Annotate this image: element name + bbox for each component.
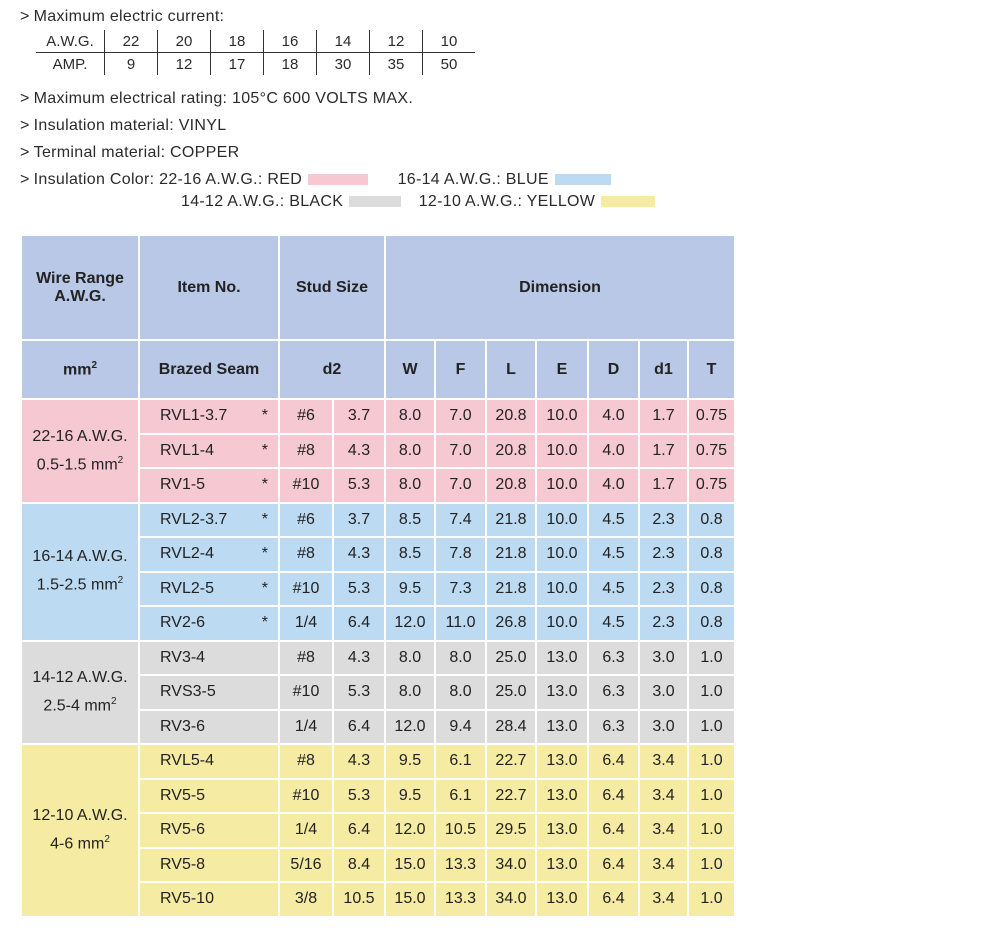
dim-cell-d1: 3.0 xyxy=(640,676,687,709)
dim-cell-w: 8.0 xyxy=(386,469,434,502)
dim-cell-t: 0.8 xyxy=(689,538,734,571)
item-no-cell xyxy=(140,642,278,675)
dim-cell-d1: 1.7 xyxy=(640,435,687,468)
dim-cell-e: 13.0 xyxy=(537,642,587,675)
dim-cell-e: 10.0 xyxy=(537,573,587,606)
dim-cell-f: 9.4 xyxy=(436,711,485,744)
item-no-header: Item No. xyxy=(140,236,278,339)
item-no: RV5-5 xyxy=(160,786,206,804)
d2-header: d2 xyxy=(280,341,384,398)
max-current-line xyxy=(20,8,224,26)
d2-cell: 5.3 xyxy=(334,469,384,502)
item-no-cell xyxy=(140,469,278,502)
mm2-label: mm xyxy=(62,361,92,379)
item-no: RV2-6 xyxy=(160,614,206,632)
amp-value: 17 xyxy=(211,53,264,76)
d2-cell: 8.4 xyxy=(334,849,384,882)
item-no: RV3-4 xyxy=(160,648,206,666)
d2-cell: 6.4 xyxy=(334,814,384,847)
dim-cell-l: 34.0 xyxy=(487,883,535,916)
item-no: RVS3-5 xyxy=(160,683,216,701)
dim-cell-f: 7.8 xyxy=(436,538,485,571)
dim-cell-t: 0.75 xyxy=(689,469,734,502)
stud-size-cell: 3/8 xyxy=(280,883,332,916)
dim-cell-d1: 3.4 xyxy=(640,814,687,847)
dim-cell-d1: 3.0 xyxy=(640,642,687,675)
awg-range: 16-14 A.W.G. xyxy=(32,548,128,566)
awg-value: 20 xyxy=(158,30,211,53)
amp-row xyxy=(36,53,475,76)
dim-cell-d: 4.0 xyxy=(589,435,638,468)
dim-cell-t: 0.8 xyxy=(689,607,734,640)
dim-cell-f: 7.0 xyxy=(436,435,485,468)
dim-cell-l: 25.0 xyxy=(487,642,535,675)
dim-cell-e: 10.0 xyxy=(537,435,587,468)
stud-size-cell: 1/4 xyxy=(280,814,332,847)
d2-cell: 6.4 xyxy=(334,711,384,744)
d2-cell: 4.3 xyxy=(334,642,384,675)
item-no: RV5-6 xyxy=(160,821,206,839)
stud-size-cell: #10 xyxy=(280,780,332,813)
item-no-cell xyxy=(140,883,278,916)
dim-cell-w: 8.0 xyxy=(386,435,434,468)
dim-header-e: E xyxy=(537,341,587,398)
dim-cell-d1: 1.7 xyxy=(640,469,687,502)
rating-text: Maximum electrical rating: 105°C 600 VOLTS MAX. xyxy=(33,90,414,107)
dim-cell-l: 21.8 xyxy=(487,504,535,537)
d2-cell: 4.3 xyxy=(334,435,384,468)
dim-cell-d: 4.5 xyxy=(589,607,638,640)
dim-cell-f: 8.0 xyxy=(436,642,485,675)
current-table xyxy=(36,30,475,75)
dim-cell-f: 6.1 xyxy=(436,745,485,778)
stud-size-cell: #8 xyxy=(280,642,332,675)
d2-cell: 4.3 xyxy=(334,745,384,778)
bullet-marker: > xyxy=(20,90,30,107)
mm2-header: $mm^2$ xyxy=(22,341,138,398)
insulation-text: Insulation material: VINYL xyxy=(33,117,227,134)
item-no: RVL2-3.7 xyxy=(160,510,228,528)
dim-cell-t: 1.0 xyxy=(689,676,734,709)
color-yellow-swatch xyxy=(601,196,655,207)
awg-value: 10 xyxy=(423,30,476,53)
item-no-cell xyxy=(140,849,278,882)
awg-label: A.W.G. xyxy=(36,30,105,53)
dim-cell-d: 6.4 xyxy=(589,883,638,916)
d2-cell: 5.3 xyxy=(334,780,384,813)
dim-cell-d1: 3.4 xyxy=(640,849,687,882)
star-mark: * xyxy=(261,476,268,494)
dim-cell-e: 10.0 xyxy=(537,469,587,502)
stud-size-cell: #8 xyxy=(280,538,332,571)
star-mark: * xyxy=(261,407,268,425)
dim-cell-d1: 2.3 xyxy=(640,504,687,537)
star-mark: * xyxy=(261,545,268,563)
mm-range: 4-6 mm xyxy=(50,835,105,853)
d2-cell: 3.7 xyxy=(334,504,384,537)
star-mark: * xyxy=(261,510,268,528)
dim-cell-t: 0.75 xyxy=(689,400,734,433)
dim-cell-l: 22.7 xyxy=(487,780,535,813)
item-no-cell xyxy=(140,400,278,433)
item-no: RVL1-3.7 xyxy=(160,407,228,425)
color-red-text: 22-16 A.W.G.: RED xyxy=(159,171,303,188)
table-row xyxy=(22,400,734,433)
item-no: RV5-10 xyxy=(160,890,214,908)
amp-value: 12 xyxy=(158,53,211,76)
dim-cell-t: 0.8 xyxy=(689,573,734,606)
stud-size-cell: #10 xyxy=(280,573,332,606)
dim-cell-f: 7.3 xyxy=(436,573,485,606)
awg-value: 22 xyxy=(105,30,158,53)
stud-size-cell: #6 xyxy=(280,504,332,537)
dim-cell-d1: 2.3 xyxy=(640,607,687,640)
bullet-marker: > xyxy=(20,171,30,188)
item-no-cell xyxy=(140,676,278,709)
dim-cell-f: 7.0 xyxy=(436,469,485,502)
wire-range-cell: 16-14 A.W.G. 1.5-2.5 $mm^2$ xyxy=(22,504,138,640)
dim-cell-f: 13.3 xyxy=(436,883,485,916)
item-no: RVL2-5 xyxy=(160,579,214,597)
dim-cell-t: 0.8 xyxy=(689,504,734,537)
dim-cell-d1: 2.3 xyxy=(640,538,687,571)
dim-cell-t: 1.0 xyxy=(689,814,734,847)
rating-line xyxy=(20,90,413,108)
dim-cell-d1: 2.3 xyxy=(640,573,687,606)
dim-cell-d: 6.4 xyxy=(589,780,638,813)
dim-cell-d: 6.3 xyxy=(589,676,638,709)
dim-cell-t: 1.0 xyxy=(689,849,734,882)
mm-range: 0.5-1.5 mm xyxy=(36,455,118,473)
d2-cell: 5.3 xyxy=(334,676,384,709)
awg-value: 18 xyxy=(211,30,264,53)
color-line xyxy=(20,171,611,189)
dim-cell-e: 13.0 xyxy=(537,883,587,916)
item-no-cell xyxy=(140,814,278,847)
table-row xyxy=(22,745,734,778)
dim-cell-l: 20.8 xyxy=(487,469,535,502)
dim-cell-t: 1.0 xyxy=(689,711,734,744)
table-row xyxy=(22,504,734,537)
item-no: RV3-6 xyxy=(160,717,206,735)
header-row-2 xyxy=(22,341,734,398)
dim-cell-f: 13.3 xyxy=(436,849,485,882)
dim-cell-w: 12.0 xyxy=(386,711,434,744)
dim-cell-e: 13.0 xyxy=(537,849,587,882)
stud-size-cell: 1/4 xyxy=(280,607,332,640)
wire-range-cell: 22-16 A.W.G. 0.5-1.5 $mm^2$ xyxy=(22,400,138,502)
item-no: RVL1-4 xyxy=(160,441,214,459)
dim-cell-d: 6.4 xyxy=(589,849,638,882)
dim-cell-w: 8.0 xyxy=(386,676,434,709)
dim-cell-e: 13.0 xyxy=(537,711,587,744)
dim-cell-e: 13.0 xyxy=(537,780,587,813)
dim-header-l: L xyxy=(487,341,535,398)
dim-cell-d1: 1.7 xyxy=(640,400,687,433)
item-no-cell xyxy=(140,780,278,813)
brazed-seam-header: Brazed Seam xyxy=(140,341,278,398)
dim-cell-e: 13.0 xyxy=(537,814,587,847)
item-no-cell xyxy=(140,573,278,606)
d2-cell: 10.5 xyxy=(334,883,384,916)
dim-cell-w: 15.0 xyxy=(386,883,434,916)
d2-cell: 3.7 xyxy=(334,400,384,433)
table-row xyxy=(22,642,734,675)
dim-cell-l: 20.8 xyxy=(487,435,535,468)
terminal-spec-table xyxy=(20,234,736,918)
dim-header-d: D xyxy=(589,341,638,398)
dim-cell-d1: 3.4 xyxy=(640,780,687,813)
dim-cell-l: 26.8 xyxy=(487,607,535,640)
terminal-text: Terminal material: COPPER xyxy=(33,144,240,161)
stud-size-cell: 1/4 xyxy=(280,711,332,744)
mm-range: 1.5-2.5 mm xyxy=(36,576,118,594)
dim-cell-e: 10.0 xyxy=(537,504,587,537)
item-no-cell xyxy=(140,504,278,537)
dim-cell-l: 22.7 xyxy=(487,745,535,778)
terminal-line xyxy=(20,144,239,162)
dim-cell-d1: 3.4 xyxy=(640,745,687,778)
stud-size-cell: #6 xyxy=(280,400,332,433)
dim-cell-w: 8.0 xyxy=(386,642,434,675)
color-red-swatch xyxy=(308,174,368,185)
awg-value: 16 xyxy=(264,30,317,53)
star-mark: * xyxy=(261,441,268,459)
amp-value: 9 xyxy=(105,53,158,76)
spec-table-body xyxy=(22,400,734,916)
bullet-marker: > xyxy=(20,117,30,134)
stud-size-cell: #10 xyxy=(280,469,332,502)
dim-cell-d: 6.3 xyxy=(589,642,638,675)
dim-cell-w: 9.5 xyxy=(386,573,434,606)
dim-cell-t: 1.0 xyxy=(689,883,734,916)
dim-cell-d: 4.0 xyxy=(589,400,638,433)
dim-header-t: T xyxy=(689,341,734,398)
awg-header-label: A.W.G. xyxy=(54,287,106,305)
dim-header-f: F xyxy=(436,341,485,398)
dim-cell-l: 29.5 xyxy=(487,814,535,847)
amp-value: 18 xyxy=(264,53,317,76)
d2-cell: 5.3 xyxy=(334,573,384,606)
awg-range: 12-10 A.W.G. xyxy=(32,807,128,825)
amp-value: 35 xyxy=(370,53,423,76)
max-current-label: Maximum electric current: xyxy=(33,8,225,25)
dim-header-w: W xyxy=(386,341,434,398)
awg-row xyxy=(36,30,475,53)
dim-cell-d: 4.0 xyxy=(589,469,638,502)
dim-cell-e: 10.0 xyxy=(537,400,587,433)
item-no: RVL2-4 xyxy=(160,545,214,563)
stud-size-header: Stud Size xyxy=(280,236,384,339)
dim-cell-d: 6.4 xyxy=(589,745,638,778)
wire-range-cell: 12-10 A.W.G. 4-6 $mm^2$ xyxy=(22,745,138,916)
awg-value: 14 xyxy=(317,30,370,53)
dim-cell-f: 10.5 xyxy=(436,814,485,847)
item-no: RVL5-4 xyxy=(160,752,214,770)
mm-range: 2.5-4 mm xyxy=(43,697,111,715)
dim-cell-e: 10.0 xyxy=(537,538,587,571)
dim-cell-l: 20.8 xyxy=(487,400,535,433)
dim-cell-d: 6.4 xyxy=(589,814,638,847)
wire-range-label: Wire Range xyxy=(36,269,124,287)
dim-cell-w: 8.5 xyxy=(386,504,434,537)
d2-cell: 6.4 xyxy=(334,607,384,640)
dim-cell-d1: 3.0 xyxy=(640,711,687,744)
amp-value: 30 xyxy=(317,53,370,76)
dim-cell-e: 13.0 xyxy=(537,745,587,778)
color-blue-swatch xyxy=(555,174,611,185)
dim-cell-t: 1.0 xyxy=(689,745,734,778)
dim-cell-w: 15.0 xyxy=(386,849,434,882)
dim-cell-l: 21.8 xyxy=(487,573,535,606)
header-row-1 xyxy=(22,236,734,339)
insulation-line xyxy=(20,117,226,135)
dimension-header: Dimension xyxy=(386,236,734,339)
wire-range-header xyxy=(22,236,138,339)
dim-header-d1: d1 xyxy=(640,341,687,398)
awg-value: 12 xyxy=(370,30,423,53)
color-yellow-text: 12-10 A.W.G.: YELLOW xyxy=(418,193,596,210)
dim-cell-t: 0.75 xyxy=(689,435,734,468)
dim-cell-d: 4.5 xyxy=(589,538,638,571)
dim-cell-d: 6.3 xyxy=(589,711,638,744)
dim-cell-f: 7.4 xyxy=(436,504,485,537)
dim-cell-f: 6.1 xyxy=(436,780,485,813)
dim-cell-f: 7.0 xyxy=(436,400,485,433)
dim-cell-l: 34.0 xyxy=(487,849,535,882)
dim-cell-w: 9.5 xyxy=(386,745,434,778)
dim-cell-l: 21.8 xyxy=(487,538,535,571)
dim-cell-f: 8.0 xyxy=(436,676,485,709)
item-no: RV1-5 xyxy=(160,476,206,494)
amp-value: 50 xyxy=(423,53,476,76)
d2-cell: 4.3 xyxy=(334,538,384,571)
dim-cell-w: 9.5 xyxy=(386,780,434,813)
dim-cell-w: 12.0 xyxy=(386,607,434,640)
wire-range-cell: 14-12 A.W.G. 2.5-4 $mm^2$ xyxy=(22,642,138,744)
stud-size-cell: #8 xyxy=(280,435,332,468)
item-no-cell xyxy=(140,435,278,468)
color-line-2 xyxy=(181,193,655,211)
color-label: Insulation Color: xyxy=(33,171,155,188)
stud-size-cell: #10 xyxy=(280,676,332,709)
dim-cell-d: 4.5 xyxy=(589,573,638,606)
dim-cell-d: 4.5 xyxy=(589,504,638,537)
item-no-cell xyxy=(140,538,278,571)
dim-cell-w: 8.0 xyxy=(386,400,434,433)
bullet-marker: > xyxy=(20,8,30,25)
item-no-cell xyxy=(140,607,278,640)
stud-size-cell: #8 xyxy=(280,745,332,778)
dim-cell-t: 1.0 xyxy=(689,642,734,675)
item-no-cell xyxy=(140,745,278,778)
dim-cell-w: 12.0 xyxy=(386,814,434,847)
stud-size-cell: 5/16 xyxy=(280,849,332,882)
dim-cell-w: 8.5 xyxy=(386,538,434,571)
dim-cell-e: 10.0 xyxy=(537,607,587,640)
color-black-swatch xyxy=(349,196,401,207)
item-no: RV5-8 xyxy=(160,855,206,873)
awg-range: 22-16 A.W.G. xyxy=(32,427,128,445)
dim-cell-e: 13.0 xyxy=(537,676,587,709)
dim-cell-d1: 3.4 xyxy=(640,883,687,916)
star-mark: * xyxy=(261,614,268,632)
amp-label: AMP. xyxy=(52,55,88,73)
awg-range: 14-12 A.W.G. xyxy=(32,669,128,687)
bullet-marker: > xyxy=(20,144,30,161)
star-mark: * xyxy=(261,579,268,597)
color-blue-text: 16-14 A.W.G.: BLUE xyxy=(397,171,549,188)
dim-cell-l: 25.0 xyxy=(487,676,535,709)
item-no-cell xyxy=(140,711,278,744)
dim-cell-l: 28.4 xyxy=(487,711,535,744)
dim-cell-t: 1.0 xyxy=(689,780,734,813)
color-black-text: 14-12 A.W.G.: BLACK xyxy=(181,193,344,210)
dim-cell-f: 11.0 xyxy=(436,607,485,640)
